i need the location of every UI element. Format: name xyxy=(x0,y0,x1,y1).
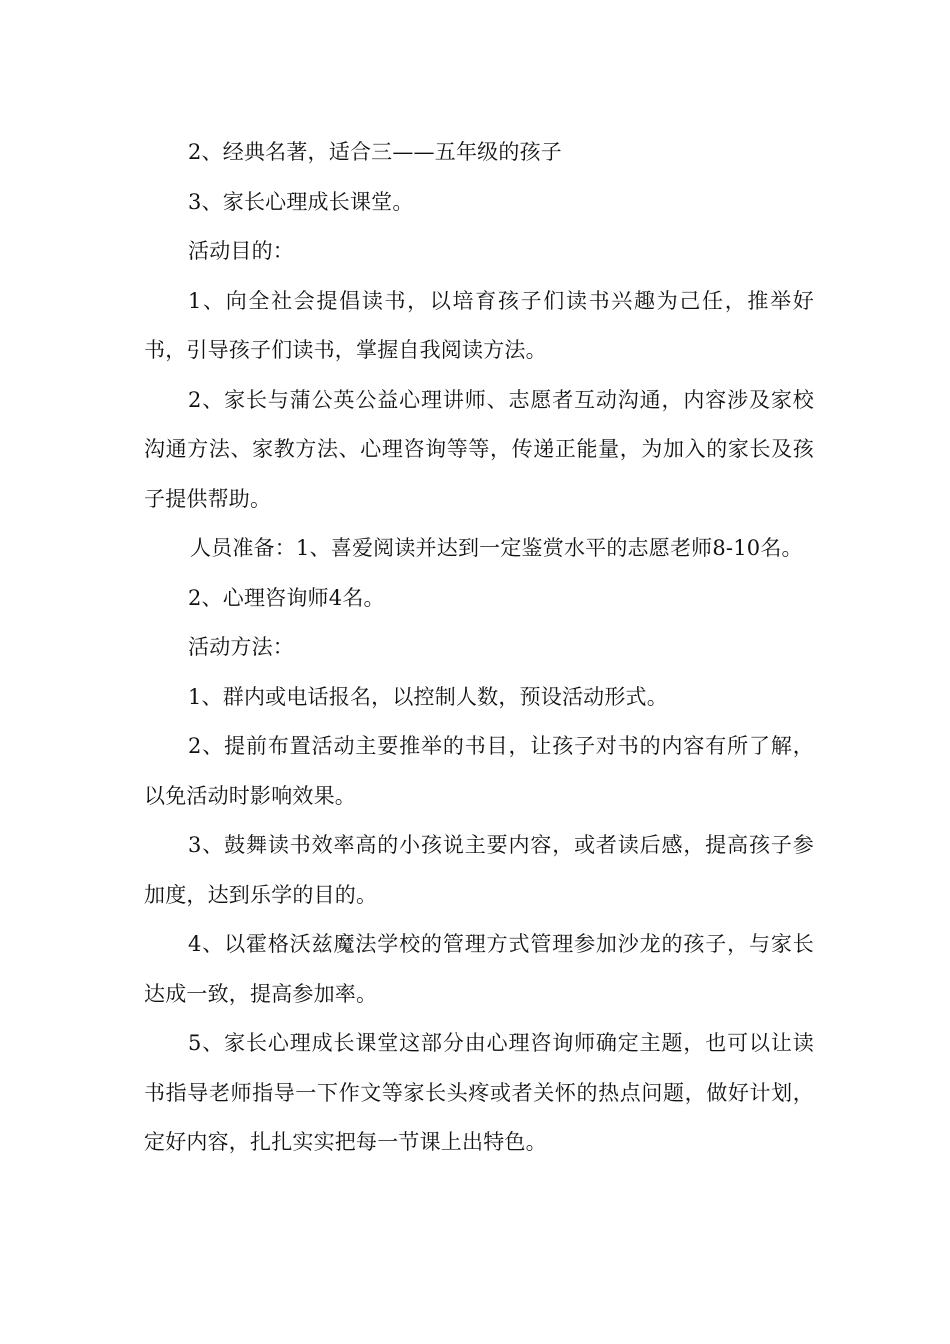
paragraph-12: 4、以霍格沃兹魔法学校的管理方式管理参加沙龙的孩子，与家长达成一致，提高参加率。 xyxy=(144,932,814,1006)
document-body xyxy=(144,128,814,1168)
paragraph-10: 2、提前布置活动主要推举的书目，让孩子对书的内容有所了解，以免活动时影响效果。 xyxy=(144,734,814,808)
paragraph-4: 1、向全社会提倡读书，以培育孩子们读书兴趣为己任，推举好书，引导孩子们读书，掌握自我阅读方法。 xyxy=(144,288,814,362)
paragraph-1: 2、经典名著，适合三——五年级的孩子 xyxy=(188,140,562,164)
paragraph-3: 活动目的： xyxy=(188,239,294,263)
paragraph-5: 2、家长与蒲公英公益心理讲师、志愿者互动沟通，内容涉及家校沟通方法、家教方法、心理咨询等等，传递正能量，为加入的家长及孩子提供帮助。 xyxy=(144,387,814,511)
paragraph-8: 活动方法： xyxy=(188,635,294,659)
paragraph-7: 2、心理咨询师4名。 xyxy=(188,585,385,610)
paragraph-11: 3、鼓舞读书效率高的小孩说主要内容，或者读后感，提高孩子参加度，达到乐学的目的。 xyxy=(144,833,814,907)
paragraph-13: 5、家长心理成长课堂这部分由心理咨询师确定主题，也可以让读书指导老师指导一下作文等家长头疼或者关怀的热点问题，做好计划，定好内容，扎扎实实把每一节课上出特色。 xyxy=(144,1031,814,1154)
paragraph-9: 1、群内或电话报名，以控制人数，预设活动形式。 xyxy=(188,684,668,709)
paragraph-2: 3、家长心理成长课堂。 xyxy=(188,189,414,214)
paragraph-6: 人员准备：1、喜爱阅读并达到一定鉴赏水平的志愿老师8-10名。 xyxy=(190,536,803,560)
